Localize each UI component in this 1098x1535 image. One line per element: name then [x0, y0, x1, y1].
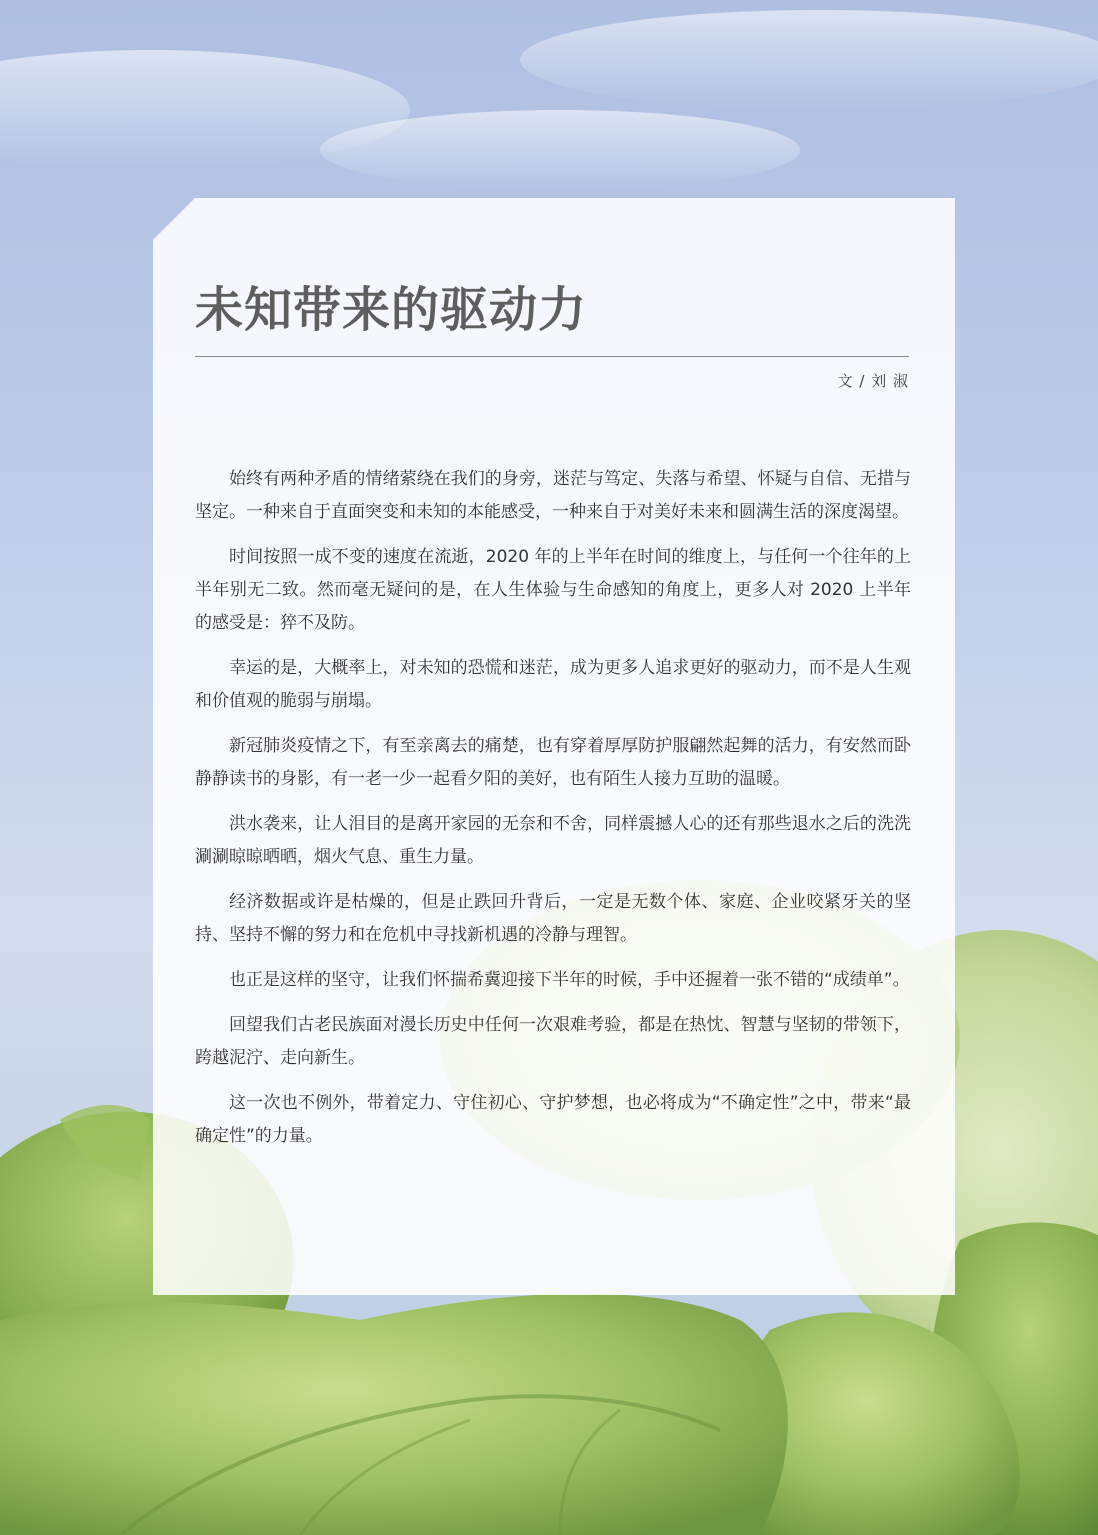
- article-byline: 文 / 刘 淑: [837, 372, 909, 390]
- article-paragraph: 经济数据或许是枯燥的，但是止跌回升背后，一定是无数个体、家庭、企业咬紧牙关的坚持、坚持不懈的努力和在危机中寻找新机遇的冷静与理智。: [195, 892, 911, 945]
- article-paragraph: 新冠肺炎疫情之下，有至亲离去的痛楚，也有穿着厚厚防护服翩然起舞的活力，有安然而卧静静读书的身影，有一老一少一起看夕阳的美好，也有陌生人接力互助的温暖。: [195, 736, 911, 789]
- article-paragraph: 时间按照一成不变的速度在流逝，2020 年的上半年在时间的维度上，与任何一个往年的上半年别无二致。然而毫无疑问的是，在人生体验与生命感知的角度上，更多人对 2020 上半年的感受是：猝不及防。: [195, 547, 911, 633]
- article-title: 未知带来的驱动力: [195, 282, 588, 338]
- article-paragraph: 也正是这样的坚守，让我们怀揣希冀迎接下半年的时候，手中还握着一张不错的“成绩单”。: [229, 970, 910, 990]
- article-paragraph: 始终有两种矛盾的情绪萦绕在我们的身旁，迷茫与笃定、失落与希望、怀疑与自信、无措与坚定。一种来自于直面突变和未知的本能感受，一种来自于对美好未来和圆满生活的深度渴望。: [195, 469, 911, 522]
- article-body: [195, 463, 911, 1165]
- article-paragraph: 回望我们古老民族面对漫长历史中任何一次艰难考验，都是在热忱、智慧与坚韧的带领下，跨越泥泞、走向新生。: [195, 1015, 911, 1068]
- article-paragraph: 这一次也不例外，带着定力、守住初心、守护梦想，也必将成为“不确定性”之中，带来“最确定性”的力量。: [195, 1093, 911, 1146]
- article-paragraph: 洪水袭来，让人泪目的是离开家园的无奈和不舍，同样震撼人心的还有那些退水之后的洗洗涮涮晾晾晒晒，烟火气息、重生力量。: [195, 814, 911, 867]
- title-divider: [195, 356, 909, 357]
- article-paragraph: 幸运的是，大概率上，对未知的恐慌和迷茫，成为更多人追求更好的驱动力，而不是人生观和价值观的脆弱与崩塌。: [195, 658, 911, 711]
